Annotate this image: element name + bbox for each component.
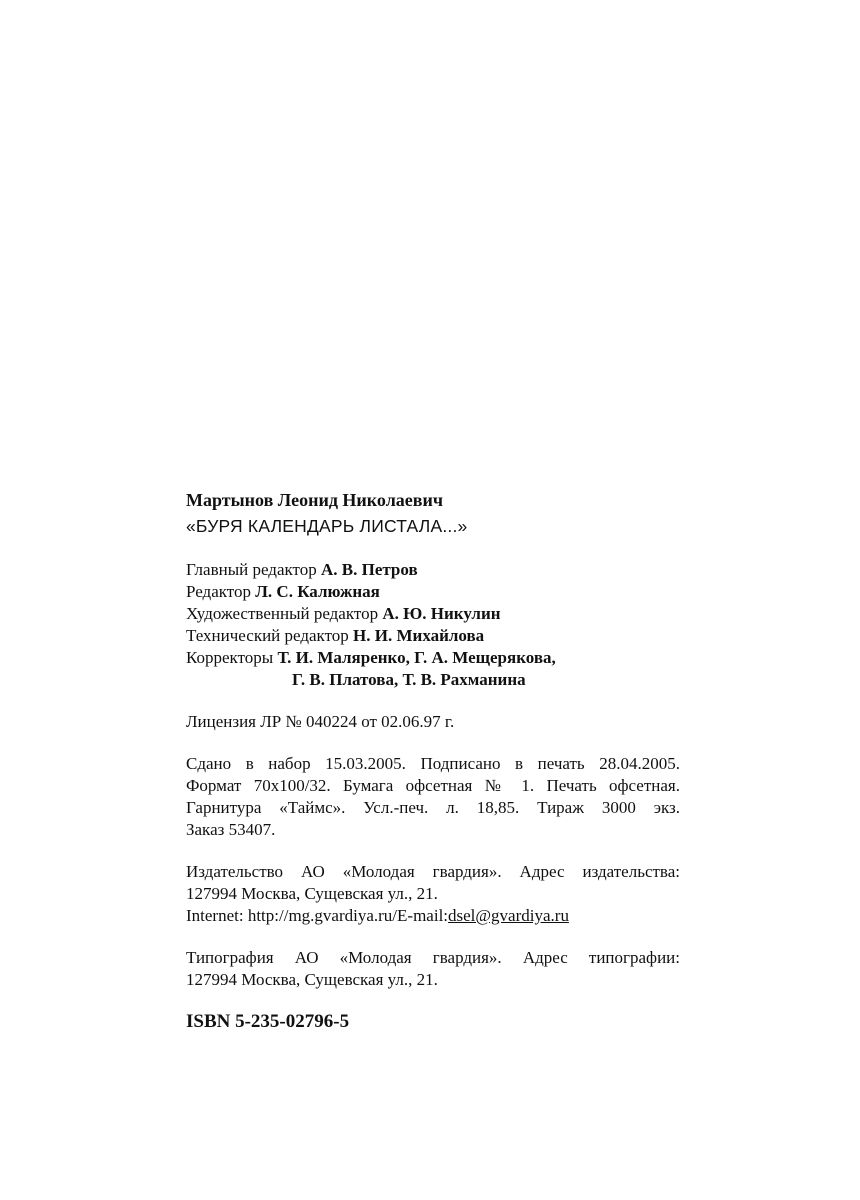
credit-technical-editor: [186, 625, 680, 647]
publisher-line: Издательство АО «Молодая гвардия». Адрес издательства:: [186, 862, 680, 881]
credit-role: Технический редактор: [186, 626, 349, 645]
printing-house-address: 127994 Москва, Сущевская ул., 21.: [186, 970, 438, 989]
print-details: [186, 753, 680, 841]
credit-role: Главный редактор: [186, 560, 317, 579]
credit-art-editor: [186, 603, 680, 625]
credit-proofreaders-continued: Г. В. Платова, Т. В. Рахманина: [292, 670, 526, 689]
printing-house-line: Типография АО «Молодая гвардия». Адрес типографии:: [186, 948, 680, 967]
credit-person: Т. И. Маляренко, Г. А. Мещерякова,: [277, 648, 556, 667]
publisher-info: [186, 861, 680, 927]
internet-prefix: Internet: http://mg.gvardiya.ru/E-mail:: [186, 906, 449, 925]
publisher-address: 127994 Москва, Сущевская ул., 21.: [186, 884, 438, 903]
author-name: Мартынов Леонид Николаевич: [186, 490, 444, 510]
credit-person: А. В. Петров: [320, 560, 418, 579]
isbn: ISBN 5-235-02796-5: [186, 1011, 350, 1032]
print-details-line: Сдано в набор 15.03.2005. Подписано в печать 28.04.2005.: [186, 754, 680, 773]
imprint-block: [186, 487, 680, 1035]
publisher-internet: [186, 905, 680, 927]
book-title: «БУРЯ КАЛЕНДАРЬ ЛИСТАЛА...»: [186, 516, 468, 536]
print-details-line: Формат 70х100/32. Бумага офсетная № 1. Печать офсетная.: [186, 776, 680, 795]
credit-role: Редактор: [186, 582, 251, 601]
credit-editor: [186, 581, 680, 603]
credit-chief-editor: [186, 559, 680, 581]
license-line: Лицензия ЛР № 040224 от 02.06.97 г.: [186, 712, 455, 731]
credit-proofreaders: [186, 647, 680, 669]
editorial-credits: [186, 559, 680, 691]
printing-house-info: [186, 947, 680, 991]
email-link[interactable]: dsel@gvardiya.ru: [448, 906, 569, 925]
credit-person: Л. С. Калюжная: [255, 582, 380, 601]
credit-role: Корректоры: [186, 648, 274, 667]
credit-role: Художественный редактор: [186, 604, 379, 623]
print-details-line: Гарнитура «Таймс». Усл.-печ. л. 18,85. Тираж 3000 экз.: [186, 798, 680, 817]
credit-person: Н. И. Михайлова: [353, 626, 485, 645]
print-details-line: Заказ 53407.: [186, 820, 276, 839]
credit-person: А. Ю. Никулин: [382, 604, 501, 623]
